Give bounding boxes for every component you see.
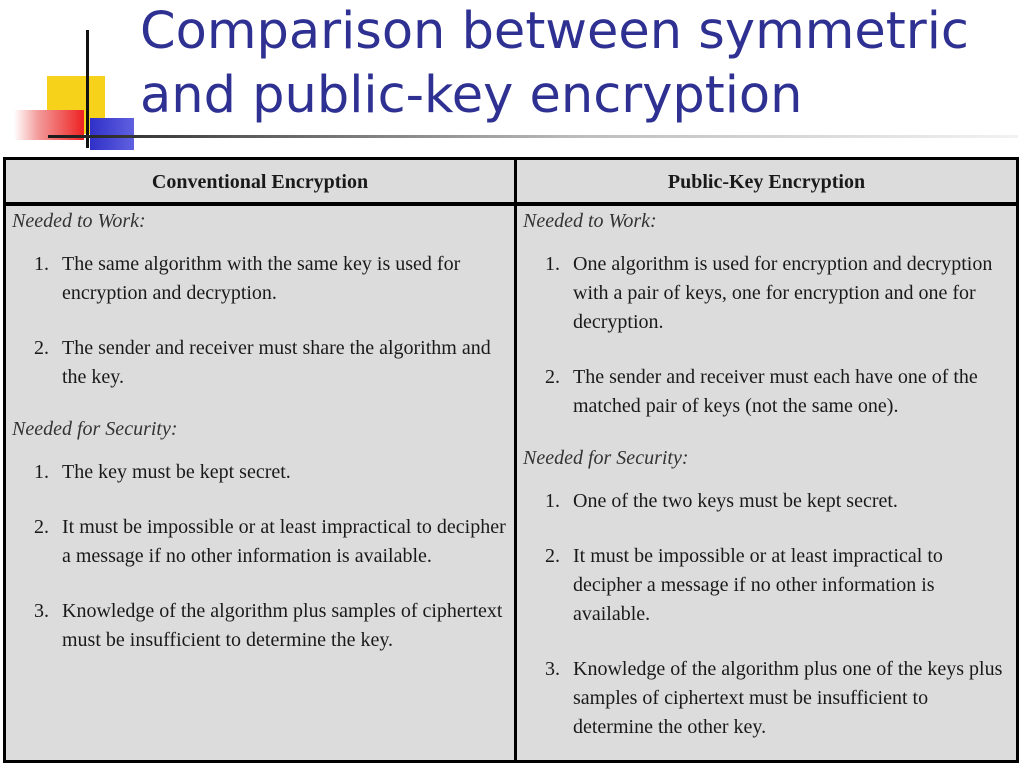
list-item [517,363,1016,421]
column-header: Conventional Encryption [6,160,514,206]
item-text: The same algorithm with the same key is used for encryption and decryption. [62,253,461,304]
item-number: 3. [34,600,49,622]
section-heading-security: Needed for Security: [523,447,689,469]
item-text: The sender and receiver must each have one of the matched pair of keys (not the same one). [573,366,978,417]
column-public-key [514,160,1016,760]
item-number: 1. [545,490,560,512]
list-item [6,250,514,308]
slide-title-line-2: and public-key encryption [140,66,803,125]
item-text: It must be impossible or at least impractical to decipher a message if no other information is available. [62,516,506,567]
item-number: 1. [545,253,560,275]
title-underline [48,135,1018,138]
list-item [517,542,1016,629]
work-list [6,250,514,392]
logo-vertical-line [86,30,89,148]
item-number: 1. [34,461,49,483]
section-heading-security: Needed for Security: [12,418,178,440]
section-heading-work: Needed to Work: [12,210,146,232]
item-text: One algorithm is used for encryption and decryption with a pair of keys, one for encryption and one for decryption. [573,253,993,333]
item-number: 2. [34,516,49,538]
work-list [517,250,1016,421]
comparison-table [3,157,1019,763]
item-number: 2. [545,545,560,567]
slide-title [140,0,1010,128]
item-text: The sender and receiver must share the algorithm and the key. [62,337,491,388]
item-number: 2. [545,366,560,388]
list-item [6,513,514,571]
logo-blue-square [90,118,134,150]
slide-title-line-1: Comparison between symmetric [140,2,969,61]
item-text: Knowledge of the algorithm plus samples of ciphertext must be insufficient to determine the key. [62,600,503,651]
list-item [517,487,1016,516]
item-number: 3. [545,658,560,680]
column-header: Public-Key Encryption [517,160,1016,206]
item-text: One of the two keys must be kept secret. [573,490,898,512]
list-item [517,655,1016,742]
list-item [6,334,514,392]
item-text: It must be impossible or at least impractical to decipher a message if no other information is available. [573,545,943,625]
column-conventional [6,160,514,760]
item-number: 1. [34,253,49,275]
item-number: 2. [34,337,49,359]
list-item [517,250,1016,337]
item-text: The key must be kept secret. [62,461,291,483]
security-list [6,458,514,655]
list-item [6,458,514,487]
section-heading-work: Needed to Work: [523,210,657,232]
security-list [517,487,1016,742]
item-text: Knowledge of the algorithm plus one of the keys plus samples of ciphertext must be insufficient to determine the other key. [573,658,1003,738]
list-item [6,597,514,655]
